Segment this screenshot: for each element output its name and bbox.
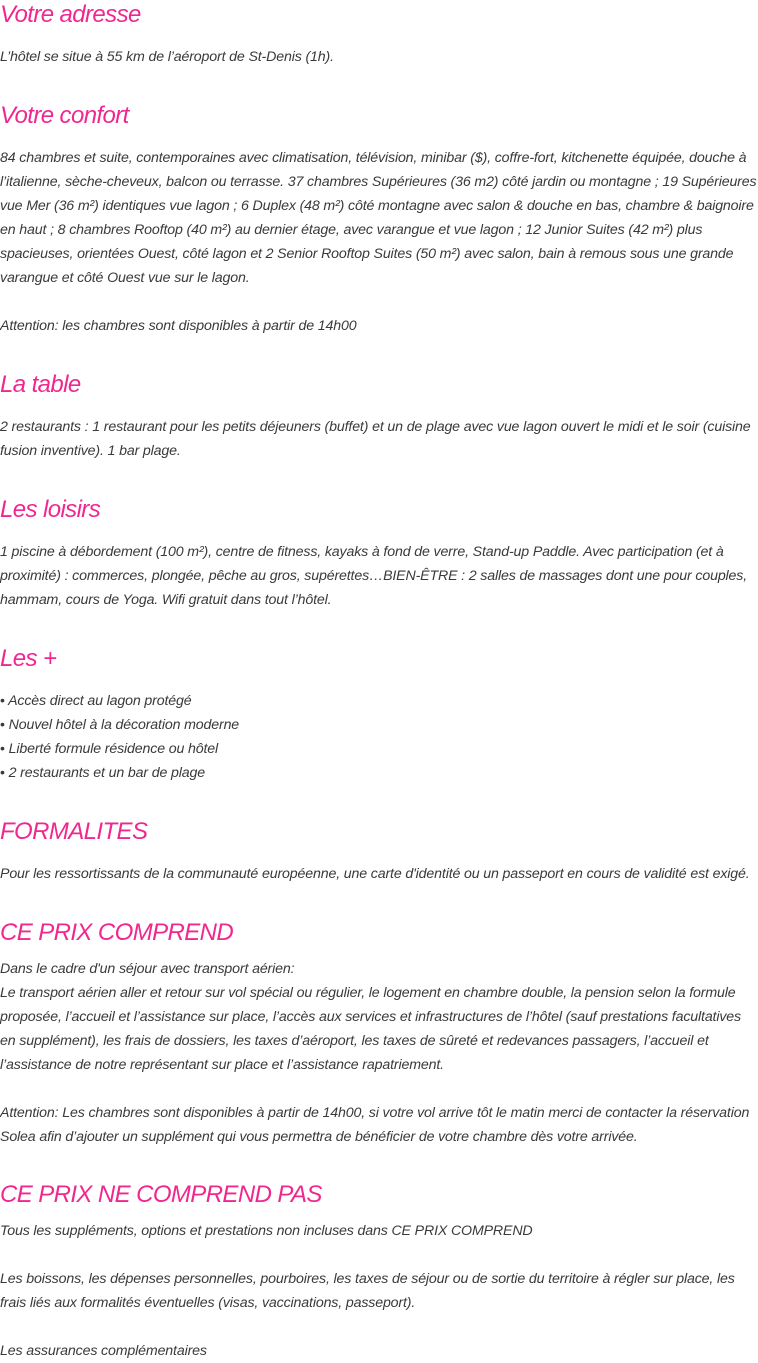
bullet-icon: •	[0, 693, 5, 709]
section-loisirs	[0, 496, 758, 612]
section-note-comprend: Attention: Les chambres sont disponibles à partir de 14h00, si votre vol arrive tôt le matin merci de contacter la réservation Solea afin d’ajouter un supplément qui vous permettra de bénéficier de votre chambre dès votre arrivée.	[0, 1105, 750, 1145]
section-title-plus: Les +	[0, 645, 57, 672]
section-text-formalites: Pour les ressortissants de la communauté européenne, une carte d'identité ou un passeport en cours de validité est exigé.	[0, 866, 750, 882]
section-title-ne-comprend: CE PRIX NE COMPREND PAS	[0, 1181, 322, 1208]
section-confort	[0, 102, 758, 338]
bullet-icon: •	[0, 741, 5, 757]
section-title-confort: Votre confort	[0, 102, 129, 129]
plus-list-item: • Accès direct au lagon protégé	[0, 693, 192, 709]
section-plus	[0, 645, 758, 785]
section-table	[0, 371, 758, 463]
section-note-confort: Attention: les chambres sont disponibles à partir de 14h00	[0, 318, 357, 334]
section-title-formalites: FORMALITES	[0, 818, 148, 845]
bullet-icon: •	[0, 765, 5, 781]
section-intro-comprend: Dans le cadre d'un séjour avec transport aérien:	[0, 961, 295, 977]
bullet-icon: •	[0, 717, 5, 733]
section-text-table: 2 restaurants : 1 restaurant pour les petits déjeuners (buffet) et un de plage avec vue lagon ouvert le midi et le soir (cuisine fusion inventive). 1 bar plage.	[0, 419, 751, 459]
section-text-comprend: Le transport aérien aller et retour sur vol spécial ou régulier, le logement en chambre double, la pension selon la formule proposée, l’accueil et l’assistance sur place, l’accès aux services et infrastructures de l’hôtel (sauf prestations facultatives en supplément), les frais de dossiers, les taxes d’aéroport, les taxes de sûreté et redevances passagers, l’accueil et l’assistance de notre représentant sur place et l’assistance rapatriement.	[0, 985, 741, 1073]
section-text-confort: 84 chambres et suite, contemporaines avec climatisation, télévision, minibar ($), coffre-fort, kitchenette équipée, douche à l’italienne, sèche-cheveux, balcon ou terrasse. 37 chambres Supérieures (36 m2) côté jardin ou montagne ; 19 Supérieures vue Mer (36 m²) identiques vue lagon ; 6 Duplex (48 m²) côté montagne avec salon & douche en bas, chambre & baignoire en haut ; 8 chambres Rooftop (40 m²) au dernier étage, avec varangue et vue lagon ; 12 Junior Suites (42 m²) plus spacieuses, orientées Ouest, côté lagon et 2 Senior Rooftop Suites (50 m²) avec salon, bain à remous sous une grande varangue et côté Ouest vue sur le lagon.	[0, 150, 757, 286]
section-text-loisirs: 1 piscine à débordement (100 m²), centre de fitness, kayaks à fond de verre, Stand-up Paddle. Avec participation (et à proximité) : commerces, plongée, pêche au gros, supérettes…BIEN-ÊTRE : 2 salles de massages dont une pour couples, hammam, cours de Yoga. Wifi gratuit dans tout l’hôtel.	[0, 544, 748, 608]
section-formalites	[0, 818, 758, 886]
section-text-ne-comprend-1: Tous les suppléments, options et prestations non incluses dans CE PRIX COMPREND	[0, 1223, 533, 1239]
section-ne-comprend	[0, 1181, 758, 1363]
plus-list-item: • Liberté formule résidence ou hôtel	[0, 741, 219, 757]
section-title-loisirs: Les loisirs	[0, 496, 101, 523]
section-text-adresse: L’hôtel se situe à 55 km de l’aéroport de St-Denis (1h).	[0, 49, 334, 65]
plus-list	[0, 689, 758, 785]
plus-list-item: • 2 restaurants et un bar de plage	[0, 765, 205, 781]
section-comprend	[0, 919, 758, 1149]
section-text-ne-comprend-3: Les assurances complémentaires	[0, 1343, 207, 1359]
section-title-adresse: Votre adresse	[0, 1, 141, 28]
section-adresse	[0, 1, 758, 69]
section-title-comprend: CE PRIX COMPREND	[0, 919, 234, 946]
plus-list-item: • Nouvel hôtel à la décoration moderne	[0, 717, 240, 733]
section-title-table: La table	[0, 371, 81, 398]
section-text-ne-comprend-2: Les boissons, les dépenses personnelles, pourboires, les taxes de séjour ou de sortie du territoire à régler sur place, les frais liés aux formalités éventuelles (visas, vaccinations, passeport).	[0, 1271, 735, 1311]
